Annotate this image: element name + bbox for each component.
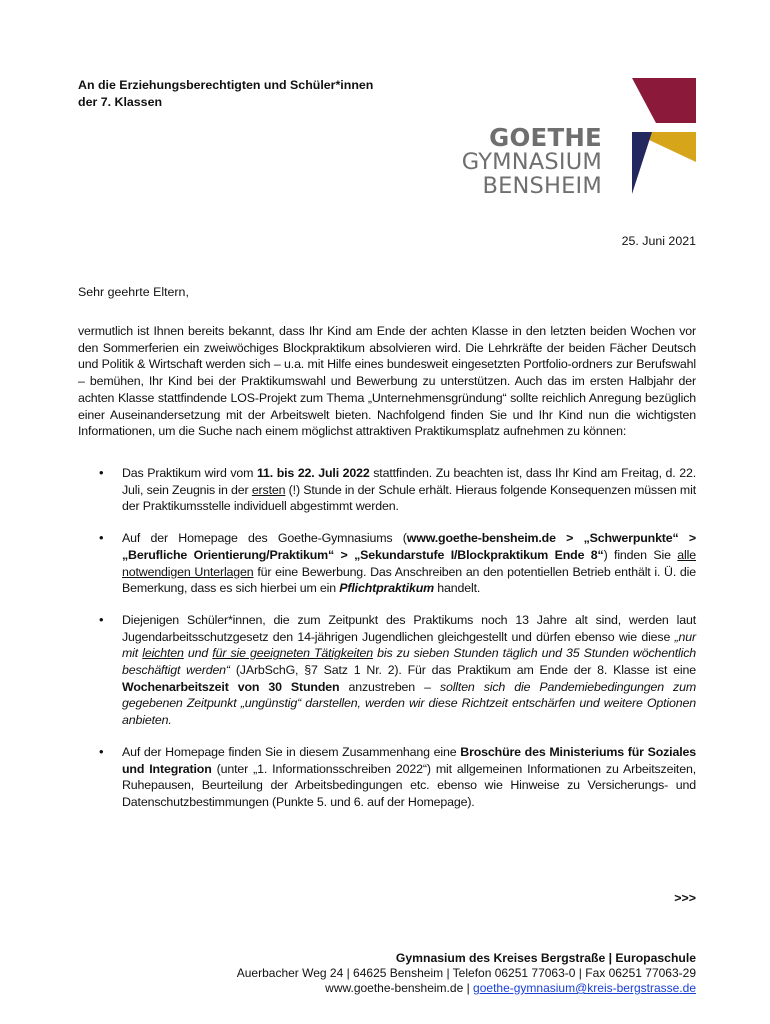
bullet-bold-dates: 11. bis 22. Juli 2022	[256, 466, 370, 480]
footer-contact	[237, 981, 696, 996]
bullet-text: handelt.	[433, 581, 481, 596]
bullet-text: Diejenigen Schüler*innen, die zum Zeitpunkt des Praktikums noch 13 Jahre alt sind, werden laut Jugendarbeitsschutzgesetz den 14-jährigen Jugendlichen gleichgestellt und dürfen ebenso wie diese	[122, 612, 696, 644]
bullet-text: (unter „1. Informationsschreiben 2022“) mit allgemeinen Informationen zu Arbeitszeiten, Ruhepausen, Beurteilung der Arbeitsbedingungen etc. ebenso wie Hinweise zu Versicherungs- und Datenschutzbestimmungen (Punkte 5. und 6. auf der Homepage).	[122, 761, 696, 809]
quote-underline-light: leichten	[142, 646, 184, 661]
bullet-text: Auf der Homepage des Goethe-Gymnasiums (	[122, 531, 407, 546]
footer-address: Auerbacher Weg 24 | 64625 Bensheim | Telefon 06251 77063-0 | Fax 06251 77063-29	[236, 966, 696, 980]
salutation: Sehr geehrte Eltern,	[78, 285, 189, 299]
bullet-italic-pandemic: sollten sich die Pandemiebedingungen zum gegebenen Zeitpunkt „ungünstig“ darstellen, werden wir diese Richtzeit entschärfen und weitere Optionen anbieten.	[122, 679, 696, 728]
letter-footer	[237, 951, 696, 996]
bullet-bold-italic-pflicht: Pflichtpraktikum	[339, 581, 434, 596]
logo-text-goethe: GOETHE	[489, 123, 602, 152]
bullet-text: (!) Stunde in der Schule erhält. Hieraus folgende Konsequenzen müssen mit der Praktikumsstelle individuell abgestimmt werden.	[122, 482, 696, 514]
bullet-item-brochure	[78, 744, 696, 811]
recipient-line-2: der 7. Klassen	[78, 95, 163, 109]
bullet-underline-first: ersten	[251, 482, 286, 497]
intro-paragraph: vermutlich ist Ihnen bereits bekannt, dass Ihr Kind am Ende der achten Klasse in den letzten beiden Wochen vor den Sommerferien ein zweiwöchiges Blockpraktikum absolvieren wird. Die Lehrkräfte der beiden Fächer Deutsch und Politik & Wirtschaft werden sich – u.a. mit Hilfe eines bundesweit eingesetzten Portfolio-ordners zur Berufswahl – bemühen, Ihr Kind bei der Praktikumswahl und Bewerbung zu unterstützen. Auch das im ersten Halbjahr der achten Klasse stattfindende LOS-Projekt zum Thema „Unternehmensgründung“ sollte reichlich Anregung bezüglich einer Auseinandersetzung mit der Arbeitswelt bieten. Nachfolgend finden Sie und Ihr Kind nun die wichtigsten Informationen, um die Suche nach einem möglichst attraktiven Praktikumsplatz aufnehmen zu können:	[78, 324, 696, 439]
bullet-item-homepage	[78, 530, 696, 597]
bullet-text: anzustreben –	[339, 679, 440, 694]
logo-red-block	[632, 78, 696, 123]
bullet-text: für eine Bewerbung. Das Anschreiben an den potentiellen Betrieb enthält i. Ü. die Bemerkung, dass es sich hierbei um ein	[122, 564, 697, 596]
bullet-text: Das Praktikum wird vom	[122, 466, 257, 480]
footer-school-name: Gymnasium des Kreises Bergstraße | Europaschule	[395, 951, 696, 965]
bullet-text: (JArbSchG, §7 Satz 1 Nr. 2). Für das Praktikum am Ende der 8. Klasse ist eine	[229, 663, 696, 678]
quote-underline-suitable: für sie geeigneten Tätigkeiten	[212, 646, 373, 661]
bullet-bold-hours: Wochenarbeitszeit von 30 Stunden	[122, 679, 340, 694]
quote-text: „nur mit	[122, 629, 696, 661]
bullet-underline-documents: alle notwendigen Unterlagen	[122, 547, 696, 579]
bullet-bold-brochure: Broschüre des Ministeriums für Soziales und Integration	[122, 744, 696, 776]
school-logo	[424, 78, 696, 199]
bullet-text: Auf der Homepage finden Sie in diesem Zusammenhang eine	[122, 744, 461, 759]
footer-website[interactable]: www.goethe-bensheim.de	[325, 981, 464, 995]
footer-separator: |	[463, 981, 474, 995]
bullet-icon: •	[99, 465, 104, 480]
logo-navy-triangle	[632, 132, 652, 194]
bullet-item-dates	[78, 465, 696, 515]
recipient-address	[78, 77, 373, 111]
bullet-icon: •	[99, 611, 104, 627]
bullet-icon: •	[99, 743, 104, 759]
letter-date: 25. Juni 2021	[621, 234, 696, 248]
bullet-item-youth-protection	[78, 612, 696, 729]
bullet-text: stattfinden. Zu beachten ist, dass Ihr Kind am Freitag, d. 22. Juli, sein Zeugnis in der	[122, 466, 696, 497]
recipient-line-1: An die Erziehungsberechtigten und Schüler*innen	[78, 78, 374, 92]
bullet-text: ) finden Sie	[603, 547, 678, 562]
continue-marker: >>>	[674, 891, 696, 905]
quote-text: und	[183, 646, 213, 661]
quote-text: bis zu sieben Stunden täglich und 35 Stunden wöchentlich beschäftigt werden“	[122, 646, 696, 678]
bullet-icon: •	[99, 530, 104, 546]
homepage-path-link[interactable]: www.goethe-bensheim.de > „Schwerpunkte“ > „Berufliche Orientierung/Praktikum“ > „Sekundarstufe I/Blockpraktikum Ende 8“	[122, 531, 696, 562]
bullet-list	[78, 465, 696, 826]
logo-text-gymnasium: GYMNASIUM	[461, 149, 602, 175]
footer-email-link[interactable]: goethe-gymnasium@kreis-bergstrasse.de	[473, 981, 696, 995]
logo-text-bensheim: BENSHEIM	[482, 173, 602, 199]
